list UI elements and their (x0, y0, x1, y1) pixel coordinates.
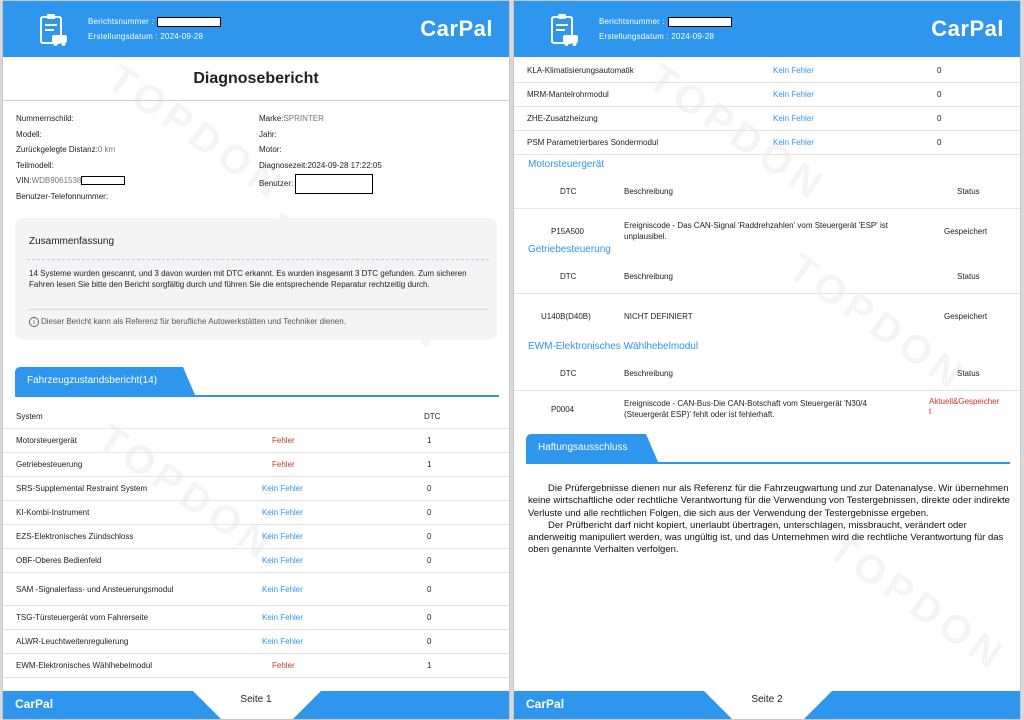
page-number: Seite 2 (751, 694, 783, 705)
system-name: PSM Parametrierbares Sondermodul (527, 138, 659, 147)
dtc-status-wrap: t (929, 407, 932, 416)
module-title: EWM-Elektronisches Wählhebelmodul (528, 341, 699, 352)
system-status: Kein Fehler (773, 114, 814, 123)
dtc-count: 0 (427, 484, 432, 493)
dtc-count: 0 (427, 556, 432, 565)
system-name: EZS-Elektronisches Zündschloss (16, 532, 134, 541)
dtc-code: U140B(D40B) (541, 312, 591, 321)
dtc-status: Gespeichert (944, 312, 988, 321)
system-status: Fehler (272, 436, 295, 445)
divider (27, 309, 489, 310)
model-label: Modell: (16, 129, 42, 139)
dtc-count: 0 (427, 585, 432, 594)
vehicle-status-section-header (15, 367, 499, 397)
table-row (3, 501, 510, 525)
clipboard-car-icon (39, 13, 69, 47)
dtc-count: 1 (427, 460, 432, 469)
table-row (514, 131, 1021, 155)
user-label: Benutzer: (259, 179, 294, 188)
system-status: Kein Fehler (262, 585, 303, 594)
status-column-header: Status (957, 187, 980, 196)
table-row (3, 606, 510, 630)
vehicle-info-right (259, 111, 382, 195)
created-date: Erstellungsdatum : 2024-09-28 (88, 32, 204, 41)
report-number-label: Berichtsnummer : (599, 17, 665, 26)
plate-label: Nummernschild: (16, 114, 74, 123)
system-name: KLA-Klimatisierungsautomatik (527, 66, 634, 75)
table-row (3, 453, 510, 477)
dtc-count: 0 (427, 637, 432, 646)
table-row (514, 59, 1021, 83)
dtc-table-header (514, 355, 1021, 391)
system-name: TSG-Türsteuergerät vorn Fahrerseite (16, 613, 149, 622)
dtc-count: 0 (427, 532, 432, 541)
system-name: MRM-Mantelrohrmodul (527, 90, 609, 99)
distance-label: Zurückgelegte Distanz: (16, 145, 98, 154)
dtc-description-line: Ereigniscode - Das CAN-Signal 'Raddrehzahlen' vom Steuergerät 'ESP' ist (624, 221, 889, 230)
report-header (514, 1, 1020, 57)
year-label: Jahr: (259, 129, 277, 139)
system-name: SRS-Supplemental Restraint System (16, 484, 148, 493)
system-column-header: System (16, 412, 43, 421)
vin-value: WDB9061538 (31, 176, 82, 185)
report-header (3, 1, 509, 57)
description-column-header: Beschreibung (624, 369, 673, 378)
vehicle-info-left (16, 111, 125, 204)
dtc-column-header: DTC (560, 369, 577, 378)
system-name: ZHE-Zusatzheizung (527, 114, 598, 123)
system-status: Kein Fehler (262, 508, 303, 517)
table-row (3, 477, 510, 501)
system-name: OBF-Oberes Bedienfeld (16, 556, 102, 565)
dtc-status: Gespeichert (944, 227, 988, 236)
dtc-status: Aktuell&Gespeicher (929, 397, 1000, 406)
info-icon: i (29, 317, 39, 327)
system-status: Kein Fehler (773, 90, 814, 99)
dtc-column-header: DTC (560, 272, 577, 281)
dtc-column-header: DTC (424, 412, 441, 421)
system-name: EWM-Elektronisches Wählhebelmodul (16, 661, 153, 670)
table-row (3, 573, 510, 606)
dtc-count: 1 (427, 436, 432, 445)
footer-brand: CarPal (15, 697, 54, 711)
dtc-table-header (514, 173, 1021, 209)
system-name: ALWR-Leuchtweitenregulierung (16, 637, 129, 646)
redacted-report-number (157, 17, 221, 27)
system-status: Kein Fehler (262, 637, 303, 646)
summary-box (15, 218, 497, 340)
engine-label: Motor: (259, 145, 282, 154)
system-status: Kein Fehler (262, 532, 303, 541)
brand-logo: CarPal (931, 16, 1004, 41)
dtc-count: 0 (427, 508, 432, 517)
status-column-header: Status (957, 369, 980, 378)
system-status: Fehler (272, 661, 295, 670)
dtc-description-line: NICHT DEFINIERT (624, 312, 693, 321)
redacted-user (295, 174, 373, 194)
status-column-header: Status (957, 272, 980, 281)
diag-time-label: Diagnosezeit: (259, 160, 308, 170)
brand-label: Marke: (259, 114, 284, 123)
dtc-count: 0 (937, 114, 942, 123)
table-row (3, 549, 510, 573)
table-row (3, 525, 510, 549)
table-header-row (3, 401, 510, 429)
table-row (3, 654, 510, 678)
disclaimer-text (528, 483, 1010, 557)
system-status: Kein Fehler (262, 556, 303, 565)
redacted-vin (81, 176, 125, 185)
footer-brand: CarPal (526, 697, 565, 711)
system-status: Kein Fehler (773, 66, 814, 75)
dtc-code: P15A500 (551, 227, 584, 236)
brand-logo: CarPal (420, 16, 493, 41)
system-status: Fehler (272, 460, 295, 469)
summary-note: Dieser Bericht kann als Referenz für berufliche Autowerkstätten und Techniker dienen. (41, 317, 346, 327)
brand-value: SPRINTER (283, 114, 324, 123)
vin-label: VIN: (16, 176, 32, 185)
dtc-count: 0 (427, 613, 432, 622)
system-name: Motorsteuergerät (16, 436, 77, 445)
dtc-count: 1 (427, 661, 432, 670)
dtc-description-line: unplausibel. (624, 232, 667, 241)
report-number-label: Berichtsnummer : (88, 17, 154, 26)
distance-value: 0 km (97, 145, 116, 154)
page-title: Diagnosebericht (3, 57, 509, 101)
dtc-count: 0 (937, 66, 942, 75)
dtc-count: 0 (937, 90, 942, 99)
table-row (514, 107, 1021, 131)
dtc-row (514, 391, 1021, 429)
system-status: Kein Fehler (773, 138, 814, 147)
description-column-header: Beschreibung (624, 187, 673, 196)
system-status: Kein Fehler (262, 484, 303, 493)
created-date: Erstellungsdatum : 2024-09-28 (599, 32, 715, 41)
dtc-table-header (514, 258, 1021, 294)
submodel-label: Teilmodell: (16, 160, 54, 170)
dtc-description-line: Ereigniscode - CAN-Bus-Die CAN-Botschaft vom Steuergerät 'N30/4 (624, 399, 867, 408)
module-title: Motorsteuergerät (528, 159, 605, 170)
dtc-column-header: DTC (560, 187, 577, 196)
table-row (3, 630, 510, 654)
system-name: Getriebesteuerung (16, 460, 83, 469)
report-page-1 (2, 0, 510, 720)
report-page-2 (513, 0, 1021, 720)
system-status: Kein Fehler (262, 613, 303, 622)
section-title: Fahrzeugzustandsbericht(14) (27, 375, 158, 386)
summary-text: 14 Systeme wurden gescannt, und 3 davon wurden mit DTC erkannt. Es wurden insgesamt 3 DTC gefunden. Zum sicheren Fahren lesen Sie bitte den Bericht sorgfältig durch und führen Sie die entsprechende Reparatur rechtzeitig durch. (29, 269, 467, 289)
disclaimer-title: Haftungsausschluss (538, 442, 628, 453)
system-name: SAM -Signalerfass- und Ansteuerungsmodul (16, 585, 174, 594)
disclaimer-paragraph: Der Prüfbericht darf nicht kopiert, unerlaubt übertragen, unterschlagen, missbraucht, verändert oder anderweitig manipuliert werden, was ungültig ist, und das Unternehmen wird die rechtliche Verantwortung für das oben genannte Verhalten verfolgen. (528, 519, 1004, 556)
dtc-description-line: (Steuergerät ESP)' fehlt oder ist fehlerhaft. (624, 410, 775, 419)
page-number: Seite 1 (240, 694, 272, 705)
disclaimer-paragraph: Die Prüfergebnisse dienen nur als Referenz für die Fahrzeugwartung und zur Datenanalyse. Wir übernehmen keine wirtschaftliche oder rechtliche Verantwortung für die Verwendung von Testergebnissen, direkte oder indirekte Verluste und alle rechtlichen Folgen, die sich aus der Verwendung der Testergebnisse ergeben. (528, 483, 1010, 519)
dtc-code: P0004 (551, 405, 575, 414)
report-footer (3, 691, 509, 719)
table-row (514, 83, 1021, 107)
table-row (3, 429, 510, 453)
divider (27, 259, 489, 260)
disclaimer-section-header (526, 434, 1010, 464)
summary-title: Zusammenfassung (29, 236, 115, 247)
diag-time-value: 2024-09-28 17:22:05 (307, 160, 382, 170)
redacted-report-number (668, 17, 732, 27)
module-title: Getriebesteuerung (528, 244, 611, 255)
report-footer (514, 691, 1020, 719)
description-column-header: Beschreibung (624, 272, 673, 281)
system-status-table (3, 401, 510, 691)
dtc-row (514, 294, 1021, 340)
dtc-count: 0 (937, 138, 942, 147)
clipboard-car-icon (550, 13, 580, 47)
system-name: KI-Kombi-Instrument (16, 508, 90, 517)
phone-label: Benutzer-Telefonnummer: (16, 191, 109, 201)
system-status-table-continued (514, 59, 1021, 155)
